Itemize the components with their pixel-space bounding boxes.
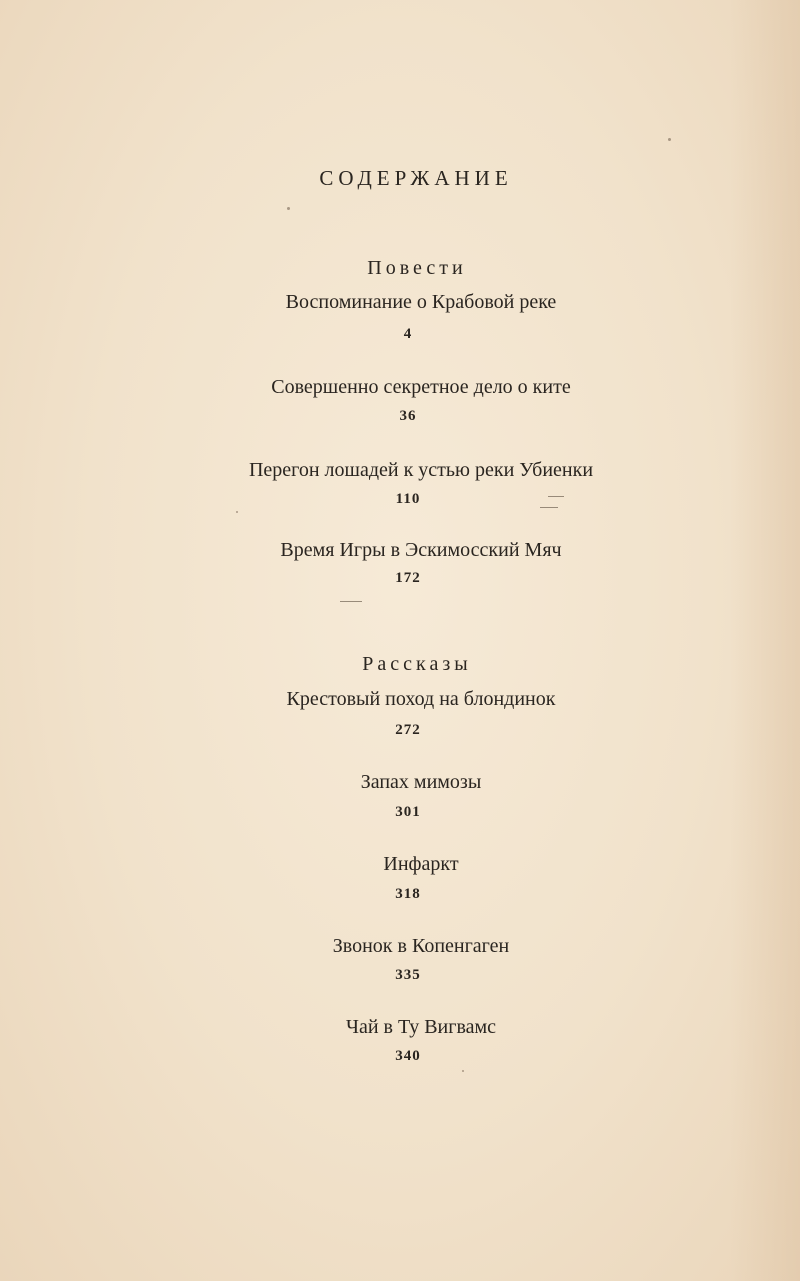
toc-entry-page: 172 — [395, 570, 421, 586]
toc-entry-title[interactable]: Время Игры в Эскимосский Мяч — [280, 539, 562, 561]
toc-entry-page: 110 — [395, 491, 421, 507]
toc-entry-page: 36 — [399, 408, 417, 424]
page-edge-shadow — [730, 0, 800, 1281]
toc-entry-page: 335 — [395, 967, 421, 983]
toc-entry-page: 340 — [395, 1048, 421, 1064]
paper-speck — [287, 207, 290, 210]
toc-entry-title[interactable]: Совершенно секретное дело о ките — [271, 376, 571, 398]
paper-speck — [236, 511, 238, 513]
toc-entry-title[interactable]: Инфаркт — [383, 853, 459, 875]
section-label-povesti: Повести — [367, 257, 467, 279]
toc-entry-page: 318 — [395, 886, 421, 902]
paper-mark — [340, 601, 362, 602]
toc-entry-title[interactable]: Крестовый поход на блондинок — [286, 688, 556, 710]
section-label-rasskazy: Рассказы — [362, 653, 472, 675]
toc-entry-title[interactable]: Чай в Ту Вигвамс — [345, 1016, 497, 1038]
toc-entry-page: 272 — [395, 722, 421, 738]
toc-entry-title[interactable]: Звонок в Копенгаген — [332, 935, 510, 957]
toc-entry-page: 4 — [403, 326, 413, 342]
toc-entry-title[interactable]: Перегон лошадей к устью реки Убиенки — [248, 459, 594, 481]
paper-speck — [462, 1070, 464, 1072]
toc-entry-title[interactable]: Запах мимозы — [360, 771, 482, 793]
toc-entry-page: 301 — [395, 804, 421, 820]
toc-entry-title[interactable]: Воспоминание о Крабовой реке — [285, 291, 557, 313]
paper-speck — [668, 138, 671, 141]
contents-heading: СОДЕРЖАНИЕ — [319, 166, 513, 190]
